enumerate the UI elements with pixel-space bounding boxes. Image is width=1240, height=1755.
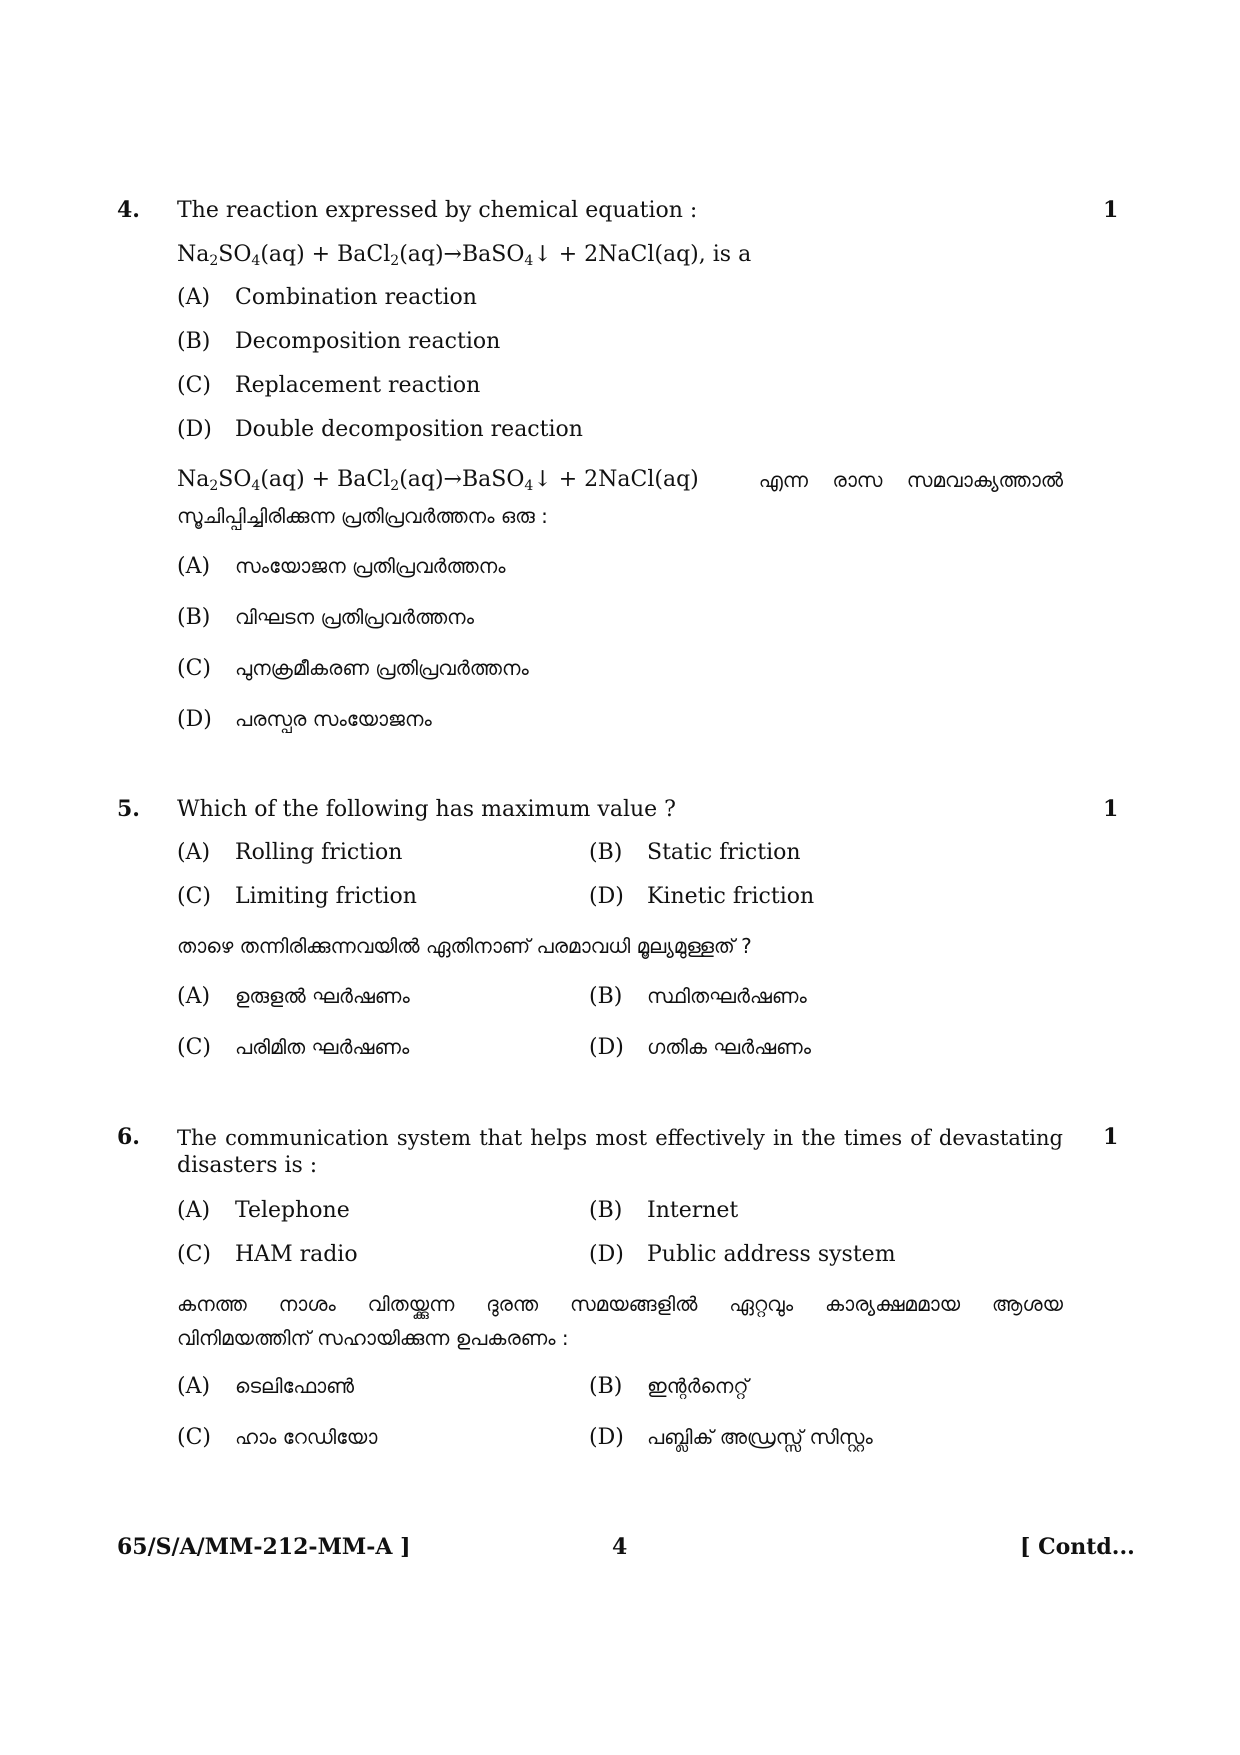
option-b: (B) Decomposition reaction [177,329,501,354]
question-number: 4. [117,197,140,223]
question-marks: 1 [1103,1124,1119,1150]
question-stem: Which of the following has maximum value ? [177,797,676,822]
question-stem-line2: disasters is : [177,1153,318,1178]
option-b-ml: (B) സ്ഥിതഘർഷണം [589,984,807,1009]
option-c: (C) Replacement reaction [177,373,481,398]
page-number: 4 [612,1534,628,1560]
question-stem-ml: താഴെ തന്നിരിക്കുന്നവയിൽ ഏതിനാണ് പരമാവധി മൂല്യമുള്ളത് ? [177,934,752,958]
option-b-ml: (B) ഇന്റർനെറ്റ് [589,1374,749,1399]
option-d-ml: (D) ഗതിക ഘർഷണം [589,1035,811,1060]
option-a: (A) Combination reaction [177,285,477,310]
question-number: 6. [117,1124,140,1150]
option-d-ml: (D) പബ്ലിക് അഡ്രസ്സ് സിസ്റ്റം [589,1425,873,1450]
question-stem-ml-line2: സൂചിപ്പിച്ചിരിക്കുന്ന പ്രതിപ്രവർത്തനം ഒരു : [177,504,548,528]
option-d: (D) Kinetic friction [589,884,815,909]
question-number: 5. [117,796,140,822]
question-stem: The communication system that helps most effectively in the times of devastating [177,1126,1063,1150]
option-c-ml: (C) പരിമിത ഘർഷണം [177,1035,410,1060]
option-a: (A) Telephone [177,1198,350,1223]
option-a-ml: (A) ടെലിഫോൺ [177,1374,355,1399]
option-b-ml: (B) വിഘടന പ്രതിപ്രവർത്തനം [177,605,474,630]
option-a: (A) Rolling friction [177,840,403,865]
option-b: (B) Internet [589,1198,739,1223]
option-b: (B) Static friction [589,840,801,865]
question-marks: 1 [1103,796,1119,822]
option-d: (D) Public address system [589,1242,896,1267]
paper-code: 65/S/A/MM-212-MM-A ] [117,1534,411,1560]
question-stem-ml: കനത്ത നാശം വിതയ്ക്കുന്ന ദുരന്ത സമയങ്ങളിൽ ഏറ്റവും കാര്യക്ഷമമായ ആശയ [177,1292,1063,1316]
continued-marker: [ Contd... [1020,1534,1135,1560]
option-a-ml: (A) ഉരുളൽ ഘർഷണം [177,984,410,1009]
option-c-ml: (C) ഹാം റേഡിയോ [177,1425,378,1450]
option-c: (C) HAM radio [177,1242,358,1267]
question-marks: 1 [1103,197,1119,223]
option-d: (D) Double decomposition reaction [177,417,583,442]
option-c-ml: (C) പുനക്രമീകരണ പ്രതിപ്രവർത്തനം [177,656,529,681]
option-d-ml: (D) പരസ്പര സംയോജനം [177,707,432,732]
chemical-equation: $Na_2SO_4(aq)$ + BaCl$_2$(aq)→BaSO$_4$↓ + 2NaCl(aq), is a [177,242,752,269]
question-stem-ml-line2: വിനിമയത്തിന് സഹായിക്കുന്ന ഉപകരണം : [177,1326,569,1350]
question-stem-ml: $Na_2SO_4(aq)$ + BaCl$_2$(aq)→BaSO$_4$↓ + 2NaCl(aq) എന്ന രാസ സമവാക്യത്താൽ [177,466,1063,500]
question-stem: The reaction expressed by chemical equation : [177,198,698,223]
option-c: (C) Limiting friction [177,884,417,909]
chemical-equation: $Na_2SO_4(aq)$ + BaCl$_2$(aq)→BaSO$_4$↓ + 2NaCl(aq) [177,467,699,494]
option-a-ml: (A) സംയോജന പ്രതിപ്രവർത്തനം [177,554,506,579]
